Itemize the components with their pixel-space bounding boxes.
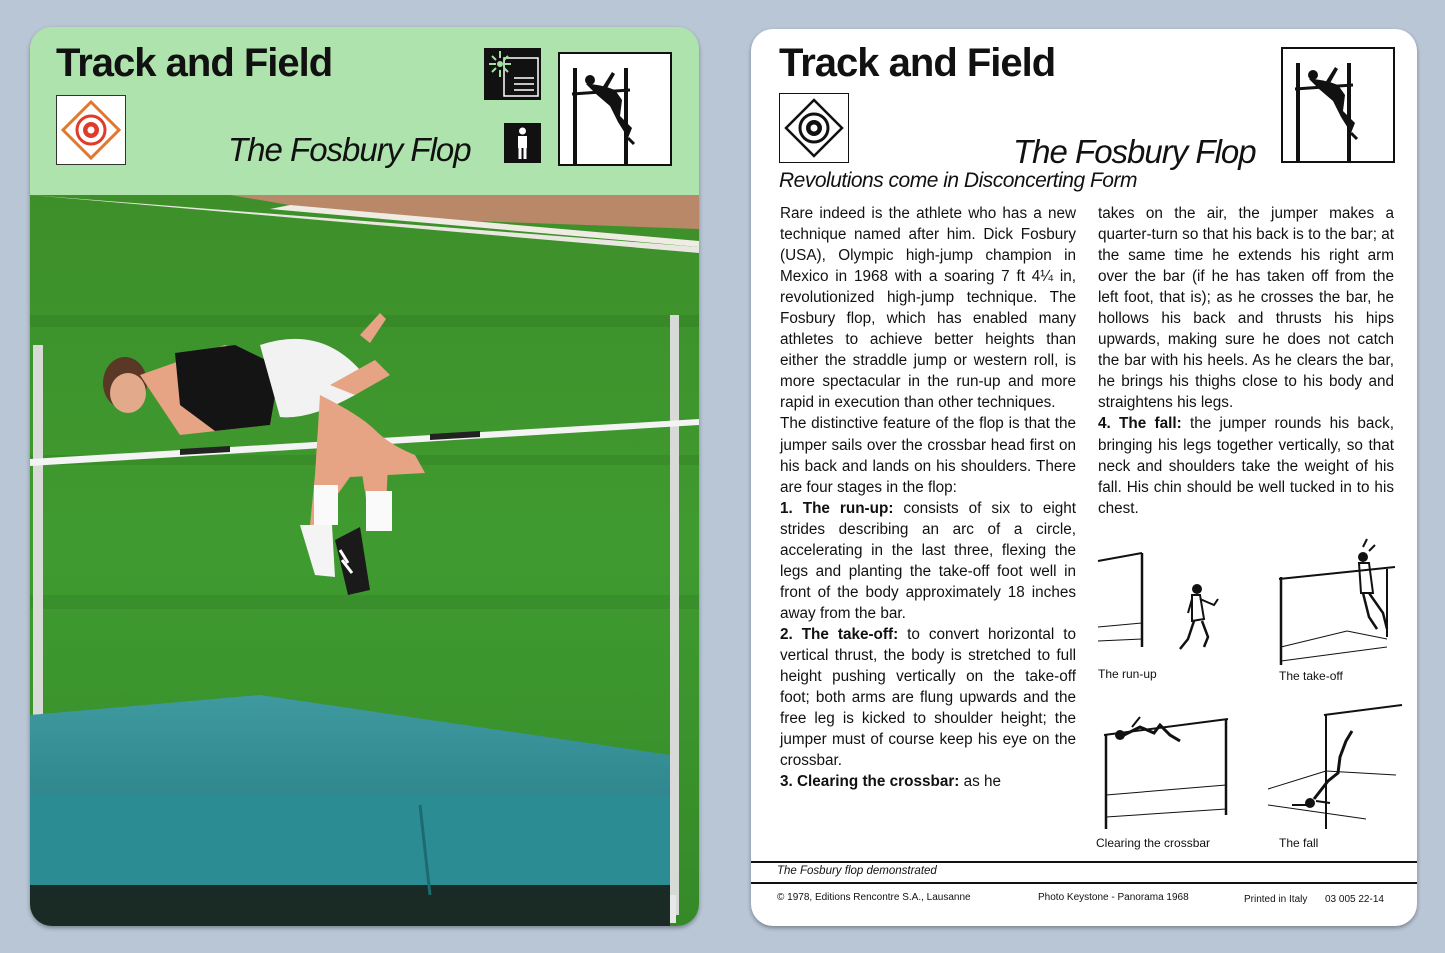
caption-rule: [751, 861, 1417, 863]
front-header: [30, 27, 699, 195]
sunburst-page-icon: [484, 48, 541, 100]
front-title: Track and Field: [56, 41, 333, 85]
intro-paragraph: Rare indeed is the athlete who has a new technique named after him. Dick Fosbury (USA), Olympic high-jump champion in Mexico in 1968 with a soaring 7 ft 4¼ in, revolutionized high-jump technique. The Fosbury flop, which has enabled many athletes to achieve better heights than either the straddle jump or western roll, is more spectacular in the run-up and more rapid in execution than other techniques.: [780, 205, 1076, 412]
diagram-caption-takeoff: The take-off: [1279, 669, 1343, 683]
stage-takeoff-text: to convert horizontal to vertical thrust, the body is stretched to full height pushing vertically on the take-off foot; both arms are flung upwards and the free leg is kicked to shoulder height; the jumper must of course keep his eye on the crossbar.: [780, 625, 1076, 770]
footer-photo-credit: Photo Keystone - Panorama 1968: [1038, 892, 1189, 903]
stage-fall-head: 4. The fall:: [1098, 415, 1182, 433]
feature-paragraph: The distinctive feature of the flop is that the jumper sails over the crossbar head first on his back and lands on his shoulders. There are four stages in the flop:: [780, 415, 1076, 496]
diagram-caption-runup: The run-up: [1098, 667, 1157, 681]
card-front: [30, 27, 699, 926]
clearing-continued-paragraph: takes on the air, the jumper makes a quarter-turn so that his back is to the bar; at the same time he extends his right arm over the bar (if he has taken off from the left foot, that is); as he crosses the bar, he hollows his back and thrusts his hips upwards, making sure he does not catch the bar with his heels. As he clears the bar, he brings his thighs close to his body and straightens his legs.: [1098, 205, 1394, 412]
stage-fall-text: the jumper rounds his back, bringing his legs together vertically, so that neck and shoulders take the weight of his fall. His chin should be well tucked in to his chest.: [1098, 415, 1394, 517]
diagram-caption-fall: The fall: [1279, 836, 1319, 850]
back-headline: Revolutions come in Disconcerting Form: [779, 169, 1137, 192]
text-column-right: [1098, 203, 1394, 519]
stage-clearing: [780, 771, 1076, 792]
stage-runup: [780, 498, 1076, 624]
card-back: [751, 29, 1417, 926]
target-emblem-icon: [56, 95, 126, 165]
diagram-caption-clearing: Clearing the crossbar: [1096, 836, 1211, 850]
high-jump-pictogram-icon: [558, 52, 672, 166]
target-emblem-icon: [779, 93, 849, 163]
back-title: Track and Field: [779, 41, 1056, 85]
back-subtitle: The Fosbury Flop: [1013, 133, 1256, 170]
athlete-photo: [30, 195, 699, 926]
stage-takeoff-head: 2. The take-off:: [780, 625, 899, 643]
photo-caption: The Fosbury flop demonstrated: [777, 865, 937, 877]
high-jump-pictogram-icon: [1281, 47, 1395, 163]
stage-runup-head: 1. The run-up:: [780, 499, 894, 517]
stage-runup-text: consists of six to eight strides describing an arc of a circle, accelerating in the last three, flexing the legs and planting the take-off foot well in front of the body approximately 18 inches away from the bar.: [780, 499, 1076, 622]
stage-takeoff: [780, 624, 1076, 771]
footer-rule: [751, 882, 1417, 884]
person-icon: [504, 123, 541, 163]
footer-printed: Printed in Italy: [1244, 894, 1308, 905]
footer-code: 03 005 22-14: [1325, 894, 1384, 905]
runup-diagram: [1096, 547, 1231, 667]
stage-fall: [1098, 413, 1394, 518]
text-column-left: [780, 203, 1076, 792]
stage-clearing-text: as he: [959, 773, 1002, 791]
footer-copyright: © 1978, Editions Rencontre S.A., Lausanne: [777, 892, 971, 903]
front-subtitle: The Fosbury Flop: [228, 131, 471, 168]
stage-clearing-head: 3. Clearing the crossbar:: [780, 773, 960, 791]
